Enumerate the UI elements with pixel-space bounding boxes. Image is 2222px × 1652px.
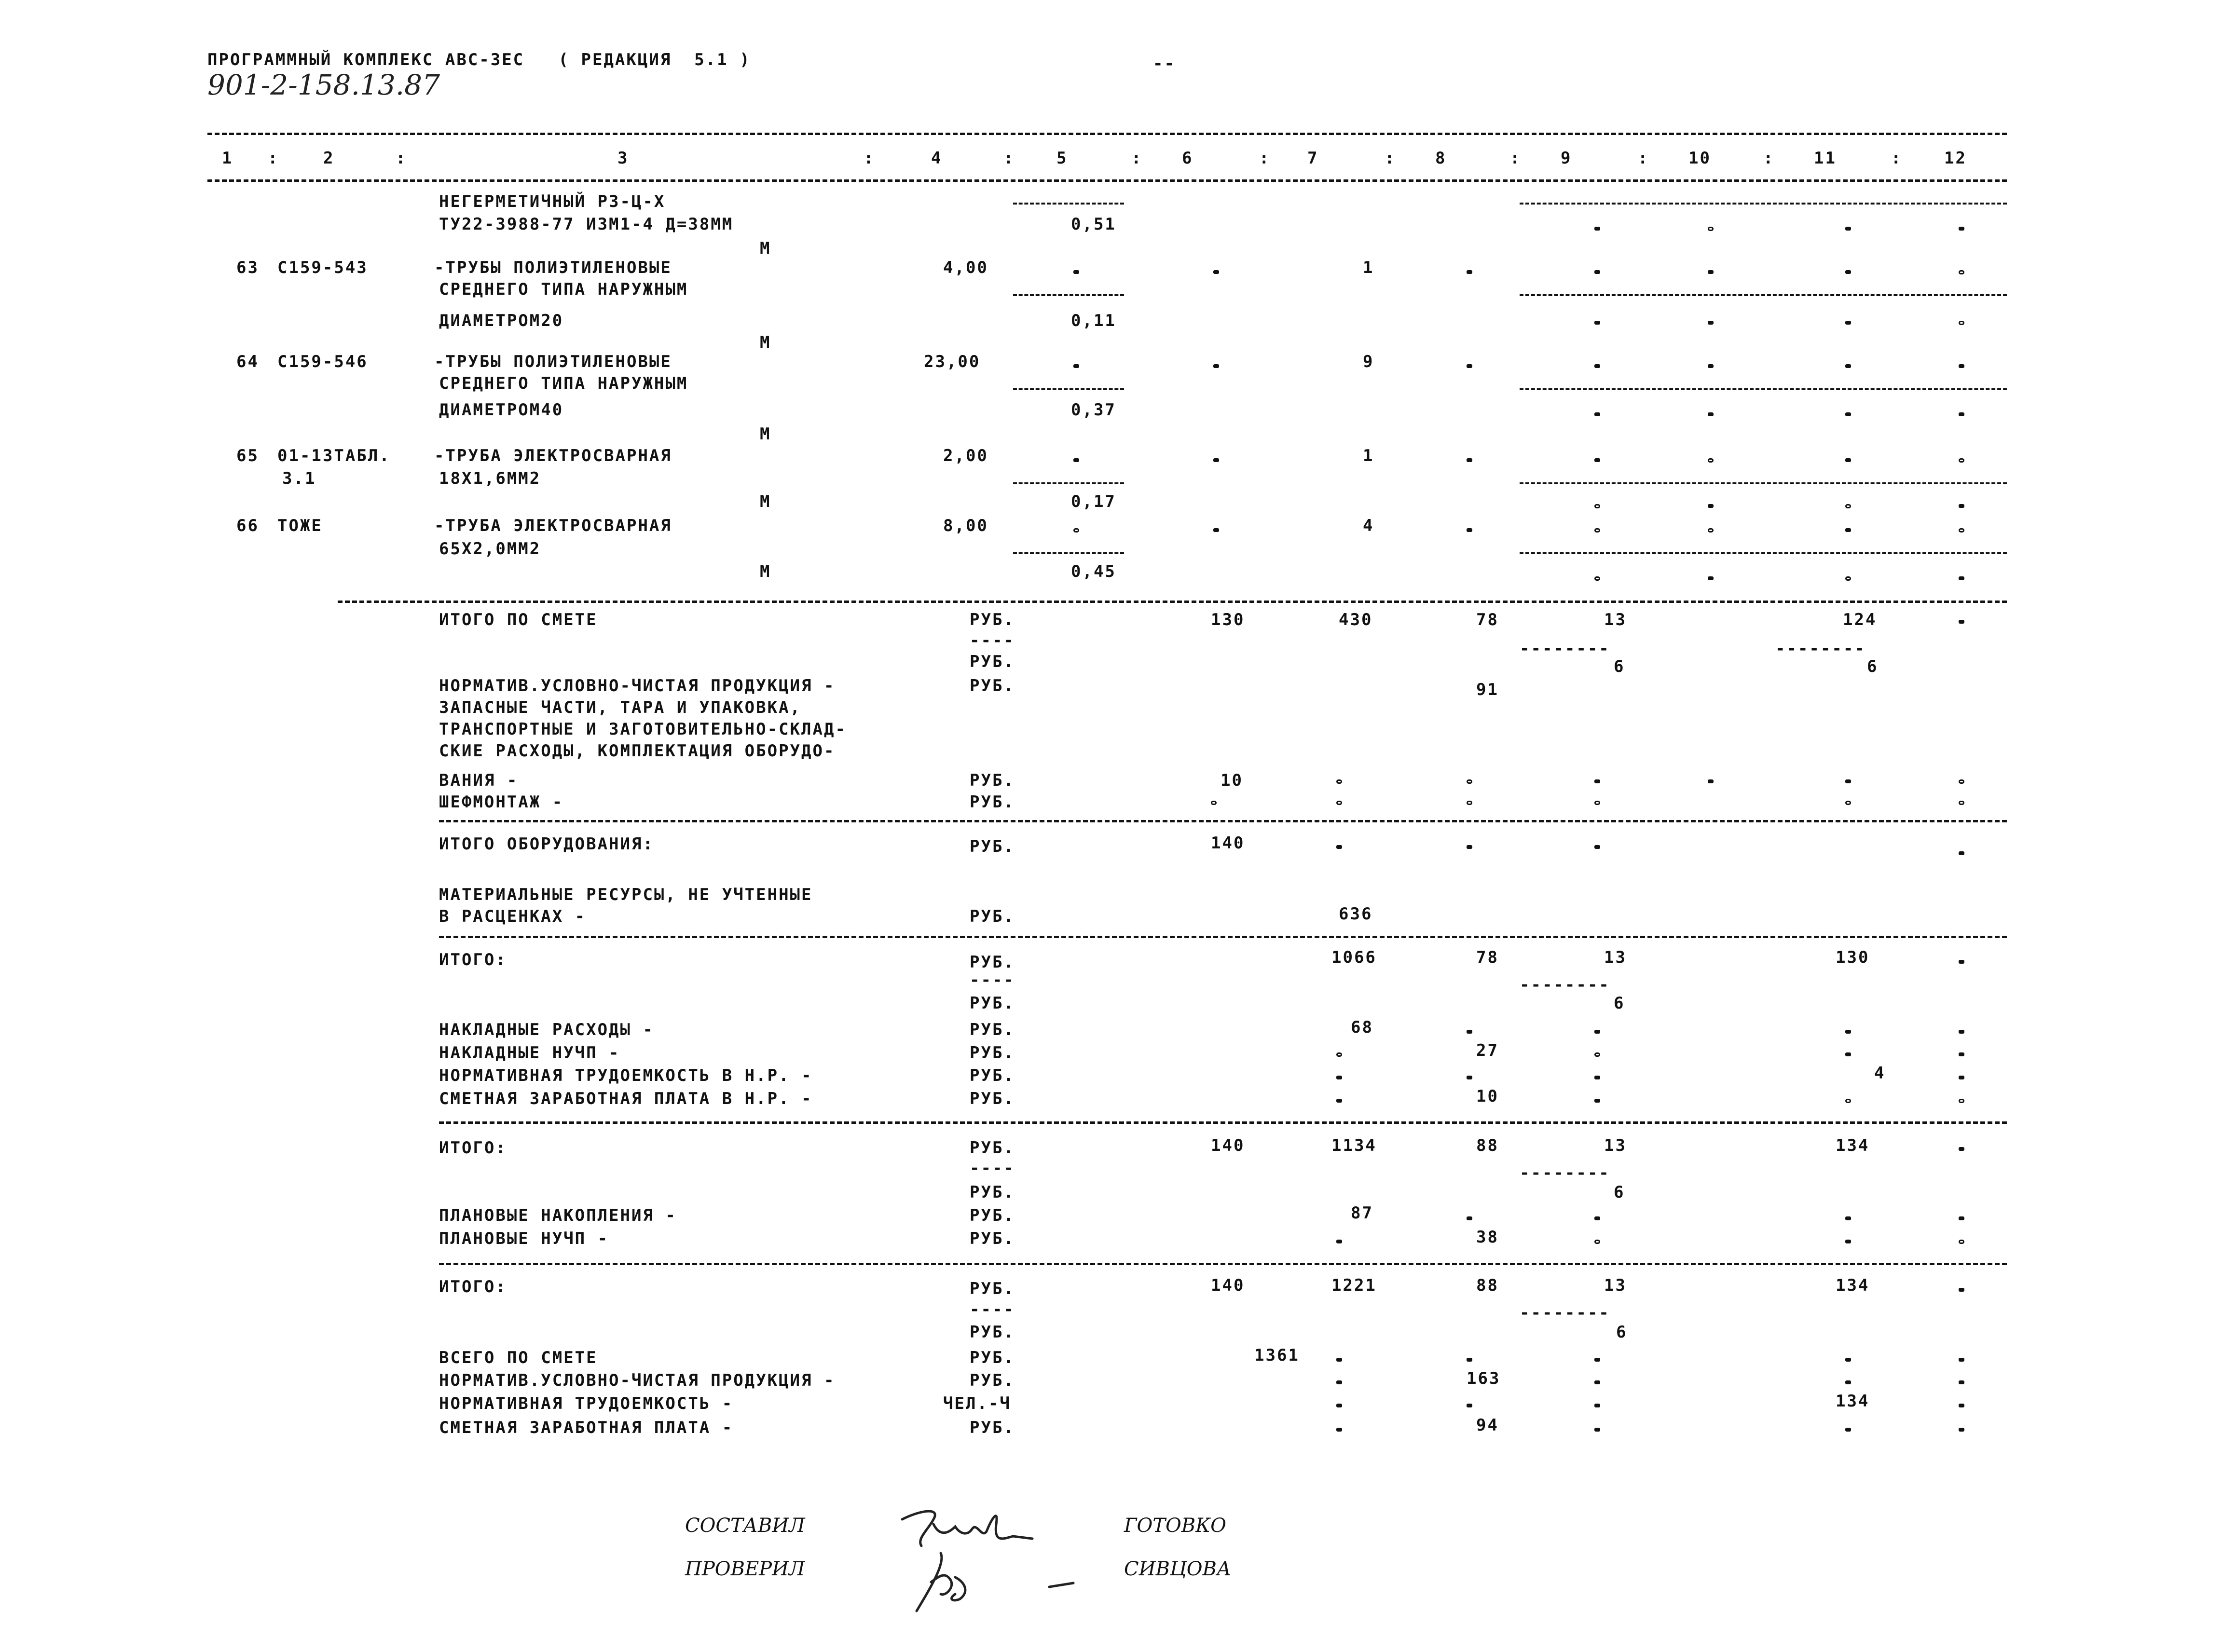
zero-mark [1594, 227, 1600, 231]
section-rule [439, 1121, 2007, 1124]
item-value: 1 [1363, 446, 1374, 465]
zero-mark [1959, 960, 1964, 964]
zero-mark [1594, 1428, 1600, 1432]
zero-mark [1594, 504, 1600, 508]
summary-label: НОРМАТИВ.УСЛОВНО-ЧИСТАЯ ПРОДУКЦИЯ - [439, 1371, 836, 1390]
summary-label: ШЕФМОНТАЖ - [439, 792, 564, 812]
summary-label: ПЛАНОВЫЕ НАКОПЛЕНИЯ - [439, 1206, 677, 1225]
summary-unit: РУБ. [970, 1279, 1015, 1298]
zero-mark [1594, 1216, 1600, 1220]
zero-mark [1845, 528, 1851, 532]
zero-mark [1708, 321, 1714, 325]
zero-mark [1594, 270, 1600, 274]
zero-mark [1211, 801, 1217, 805]
zero-mark [1594, 845, 1600, 849]
item-qty: 0,17 [1071, 492, 1116, 511]
zero-mark [1959, 1404, 1964, 1407]
summary-unit: РУБ. [970, 1043, 1015, 1063]
table-top-rule [207, 133, 2007, 135]
col-num-3: 3 [617, 149, 629, 168]
item-name: ТУ22-3988-77 ИЗМ1-4 Д=38ММ [439, 215, 734, 234]
zero-mark [1467, 845, 1472, 849]
zero-mark [1959, 1428, 1964, 1432]
zero-mark [1845, 1052, 1851, 1056]
zero-mark [1845, 1428, 1851, 1432]
summary-unit: РУБ. [970, 1089, 1015, 1108]
col-num-7: 7 [1307, 149, 1319, 168]
summary-unit: ---- [970, 631, 1015, 650]
item-name: 65Х2,0ММ2 [439, 539, 541, 559]
summary-label: НОРМАТИВ.УСЛОВНО-ЧИСТАЯ ПРОДУКЦИЯ - [439, 676, 836, 696]
summary-label: ИТОГО: [439, 1277, 507, 1297]
summary-c7: 1134 [1331, 1136, 1377, 1155]
zero-mark [1708, 779, 1714, 783]
zero-mark [1708, 227, 1714, 231]
subtotal-rule [1520, 203, 2007, 205]
summary-unit: РУБ. [970, 837, 1015, 856]
summary-c6: 130 [1211, 610, 1245, 629]
zero-mark [1708, 504, 1714, 508]
zero-mark [1959, 1099, 1964, 1103]
summary-c8: 91 [1476, 680, 1499, 699]
section-rule [439, 936, 2007, 938]
zero-mark [1845, 1216, 1851, 1220]
zero-mark [1845, 1099, 1851, 1103]
zero-mark [1959, 620, 1964, 624]
summary-c6: 10 [1221, 771, 1243, 790]
zero-mark [1594, 1052, 1600, 1057]
item-value: 9 [1363, 352, 1374, 371]
zero-mark [1959, 1076, 1964, 1079]
zero-mark [1594, 1380, 1600, 1384]
summary-label: ПЛАНОВЫЕ НУЧП - [439, 1229, 609, 1248]
zero-mark [1594, 1240, 1600, 1244]
item-name: ДИАМЕТРОМ20 [439, 311, 564, 330]
zero-mark [1959, 1240, 1964, 1244]
summary-unit: ЧЕЛ.-Ч [943, 1394, 1011, 1413]
zero-mark [1708, 458, 1714, 463]
zero-mark [1959, 1147, 1964, 1151]
summary-label: ТРАНСПОРТНЫЕ И ЗАГОТОВИТЕЛЬНО-СКЛАД- [439, 720, 847, 739]
item-name: 18Х1,6ММ2 [439, 469, 541, 488]
col-sep: : [864, 149, 875, 168]
item-code: С159-546 [277, 352, 368, 371]
summary-unit: РУБ. [970, 1138, 1015, 1158]
zero-mark [1959, 458, 1964, 463]
col-num-1: 1 [222, 149, 233, 168]
zero-mark [1594, 458, 1600, 462]
zero-mark [1336, 801, 1342, 805]
summary-label: ЗАПАСНЫЕ ЧАСТИ, ТАРА И УПАКОВКА, [439, 698, 802, 717]
summary-label: ВАНИЯ - [439, 771, 519, 790]
summary-c11: 124 [1843, 610, 1877, 629]
zero-mark [1845, 1380, 1851, 1384]
summary-c9: 13 [1604, 1136, 1627, 1155]
zero-mark [1845, 1030, 1851, 1034]
zero-mark [1594, 1030, 1600, 1034]
zero-mark [1594, 1076, 1600, 1079]
zero-mark [1467, 1404, 1472, 1407]
summary-unit: РУБ. [970, 994, 1015, 1013]
zero-mark [1708, 270, 1714, 274]
zero-mark [1467, 779, 1472, 784]
col-sep: : [1891, 149, 1903, 168]
summary-label: СМЕТНАЯ ЗАРАБОТНАЯ ПЛАТА В Н.Р. - [439, 1089, 813, 1108]
summary-c8: 78 [1476, 610, 1499, 629]
summary-c9: 6 [1616, 1323, 1628, 1342]
col-sep: : [1763, 149, 1775, 168]
summary-c6: 140 [1211, 1136, 1245, 1155]
col-sep: : [1131, 149, 1143, 168]
item-unit: М [760, 333, 771, 352]
zero-mark [1336, 1052, 1342, 1057]
summary-label: НОРМАТИВНАЯ ТРУДОЕМКОСТЬ - [439, 1394, 734, 1413]
summary-unit: ---- [970, 1159, 1015, 1178]
summary-c7: 68 [1351, 1018, 1373, 1037]
zero-mark [1959, 851, 1964, 855]
summary-unit: ---- [970, 970, 1015, 990]
zero-mark [1959, 270, 1964, 274]
summary-unit: РУБ. [970, 792, 1015, 812]
summary-c6: 1361 [1254, 1346, 1300, 1365]
zero-mark [1845, 227, 1851, 231]
summary-c11: 134 [1836, 1392, 1870, 1411]
zero-mark [1959, 504, 1964, 508]
item-number: 66 [236, 516, 259, 535]
zero-mark [1845, 779, 1851, 783]
summary-c8: 78 [1476, 948, 1499, 967]
summary-c8: 38 [1476, 1228, 1499, 1247]
section-rule [338, 601, 2007, 603]
zero-mark [1845, 576, 1851, 581]
zero-mark [1959, 412, 1964, 416]
summary-label: СКИЕ РАСХОДЫ, КОМПЛЕКТАЦИЯ ОБОРУДО- [439, 741, 836, 761]
summary-c8: 10 [1476, 1087, 1499, 1106]
summary-c11: 6 [1867, 657, 1879, 676]
item-number: 64 [236, 352, 259, 371]
summary-unit: РУБ. [970, 907, 1015, 926]
subtotal-rule [1520, 294, 2007, 296]
item-code: С159-543 [277, 258, 368, 277]
summary-unit: РУБ. [970, 1418, 1015, 1437]
col-num-2: 2 [323, 149, 335, 168]
document-number: 901-2-158.13.87 [207, 68, 440, 101]
zero-mark [1959, 227, 1964, 231]
zero-mark [1959, 321, 1964, 325]
summary-unit: РУБ. [970, 1206, 1015, 1225]
header-bottom-rule [207, 179, 2007, 182]
item-qty: 0,45 [1071, 562, 1116, 581]
section-rule [439, 1263, 2007, 1265]
col-num-5: 5 [1056, 149, 1068, 168]
summary-c11: 4 [1874, 1064, 1886, 1083]
item-code: ТОЖЕ [277, 516, 323, 535]
item-qty: 0,37 [1071, 400, 1116, 420]
subtotal-rule [1013, 552, 1124, 554]
program-line: ПРОГРАММНЫЙ КОМПЛЕКС АВС-ЗЕС ( РЕДАКЦИЯ 5.1 ) [207, 50, 751, 69]
col-sep: : [268, 149, 279, 168]
zero-mark [1467, 1358, 1472, 1362]
item-name: НЕГЕРМЕТИЧНЫЙ РЗ-Ц-Х [439, 192, 666, 211]
item-number: 63 [236, 258, 259, 277]
zero-mark [1845, 364, 1851, 368]
summary-label: ИТОГО: [439, 950, 507, 969]
item-value: 1 [1363, 258, 1374, 277]
zero-mark [1336, 779, 1342, 784]
zero-mark [1594, 576, 1600, 581]
item-qty: 0,51 [1071, 215, 1116, 234]
item-amount: 23,00 [924, 352, 981, 371]
checked-name: СИВЦОВА [1124, 1558, 1232, 1580]
header-mark: -- [1153, 54, 1176, 73]
col-sep: : [1510, 149, 1522, 168]
summary-c7: 430 [1339, 610, 1373, 629]
summary-c6: 140 [1211, 1276, 1245, 1295]
summary-label: СМЕТНАЯ ЗАРАБОТНАЯ ПЛАТА - [439, 1418, 734, 1437]
zero-mark [1594, 528, 1600, 532]
summary-label: НАКЛАДНЫЕ НУЧП - [439, 1043, 620, 1063]
zero-mark [1959, 1358, 1964, 1362]
zero-mark [1594, 1099, 1600, 1103]
zero-mark [1336, 845, 1342, 849]
zero-mark [1959, 779, 1964, 784]
summary-unit: РУБ. [970, 953, 1015, 972]
zero-mark [1959, 528, 1964, 532]
summary-unit: РУБ. [970, 1323, 1015, 1342]
zero-mark [1213, 364, 1219, 368]
zero-mark [1594, 364, 1600, 368]
summary-c9: 13 [1604, 610, 1627, 629]
zero-mark [1336, 1404, 1342, 1407]
item-unit: М [760, 239, 771, 258]
item-name: -ТРУБА ЭЛЕКТРОСВАРНАЯ [434, 516, 672, 535]
summary-label: В РАСЦЕНКАХ - [439, 907, 587, 926]
summary-c8: 88 [1476, 1276, 1499, 1295]
col-num-9: 9 [1561, 149, 1572, 168]
summary-unit: РУБ. [970, 676, 1015, 696]
zero-mark [1336, 1428, 1342, 1432]
summary-c8: 163 [1467, 1369, 1501, 1388]
zero-mark [1594, 1358, 1600, 1362]
section-rule [439, 820, 2007, 822]
zero-mark [1467, 270, 1472, 274]
zero-mark [1959, 1380, 1964, 1384]
zero-mark [1708, 364, 1714, 368]
summary-c9: 13 [1604, 948, 1627, 967]
summary-c7: 636 [1339, 904, 1373, 924]
item-name: СРЕДНЕГО ТИПА НАРУЖНЫМ [439, 280, 688, 299]
col-num-8: 8 [1435, 149, 1447, 168]
zero-mark [1073, 270, 1079, 274]
summary-c7: 87 [1351, 1203, 1373, 1223]
summary-c11: 134 [1836, 1136, 1870, 1155]
zero-mark [1336, 1240, 1342, 1243]
zero-mark [1708, 412, 1714, 416]
summary-unit: РУБ. [970, 652, 1015, 671]
zero-mark [1467, 458, 1472, 462]
item-amount: 4,00 [943, 258, 988, 277]
zero-mark [1336, 1358, 1342, 1362]
zero-mark [1845, 412, 1851, 416]
item-number: 65 [236, 446, 259, 465]
summary-c9: -------- [1520, 1163, 1610, 1183]
zero-mark [1467, 364, 1472, 368]
zero-mark [1959, 1030, 1964, 1034]
summary-unit: РУБ. [970, 1020, 1015, 1039]
subtotal-rule [1013, 294, 1124, 296]
summary-c11: 130 [1836, 948, 1870, 967]
item-amount: 2,00 [943, 446, 988, 465]
zero-mark [1594, 321, 1600, 325]
item-code-cont: 3.1 [282, 469, 316, 488]
summary-unit: РУБ. [970, 1183, 1015, 1202]
zero-mark [1467, 528, 1472, 532]
item-name: -ТРУБЫ ПОЛИЭТИЛЕНОВЫЕ [434, 352, 672, 371]
subtotal-rule [1520, 388, 2007, 390]
item-unit: М [760, 562, 771, 581]
zero-mark [1467, 1030, 1472, 1034]
subtotal-rule [1013, 203, 1124, 205]
zero-mark [1845, 1358, 1851, 1362]
zero-mark [1845, 270, 1851, 274]
item-name: ДИАМЕТРОМ40 [439, 400, 564, 420]
item-name: СРЕДНЕГО ТИПА НАРУЖНЫМ [439, 374, 688, 393]
col-num-6: 6 [1182, 149, 1193, 168]
summary-c8: 27 [1476, 1041, 1499, 1060]
col-sep: : [1638, 149, 1649, 168]
item-unit: М [760, 424, 771, 444]
summary-c9: 6 [1614, 994, 1625, 1013]
handwritten-signatures [888, 1490, 1100, 1616]
zero-mark [1959, 1216, 1964, 1220]
compiled-label: СОСТАВИЛ [685, 1515, 805, 1537]
summary-label: ИТОГО ОБОРУДОВАНИЯ: [439, 834, 654, 854]
zero-mark [1336, 1380, 1342, 1384]
summary-c11: -------- [1775, 639, 1866, 658]
zero-mark [1467, 1076, 1472, 1079]
zero-mark [1213, 270, 1219, 274]
zero-mark [1708, 576, 1714, 580]
zero-mark [1959, 576, 1964, 580]
col-sep: : [1259, 149, 1271, 168]
summary-label: ИТОГО: [439, 1138, 507, 1158]
zero-mark [1213, 528, 1219, 532]
summary-c9: 6 [1614, 1183, 1625, 1202]
zero-mark [1073, 364, 1079, 368]
summary-label: НОРМАТИВНАЯ ТРУДОЕМКОСТЬ В Н.Р. - [439, 1066, 813, 1085]
summary-c11: 134 [1836, 1276, 1870, 1295]
zero-mark [1073, 528, 1079, 532]
zero-mark [1845, 321, 1851, 325]
summary-label: ИТОГО ПО СМЕТЕ [439, 610, 598, 629]
summary-label: МАТЕРИАЛЬНЫЕ РЕСУРСЫ, НЕ УЧТЕННЫЕ [439, 885, 813, 904]
subtotal-rule [1520, 482, 2007, 484]
summary-unit: РУБ. [970, 771, 1015, 790]
subtotal-rule [1013, 482, 1124, 484]
zero-mark [1708, 528, 1714, 532]
zero-mark [1959, 1288, 1964, 1292]
summary-label: НАКЛАДНЫЕ РАСХОДЫ - [439, 1020, 654, 1039]
summary-c9: 6 [1614, 657, 1625, 676]
summary-unit: РУБ. [970, 1066, 1015, 1085]
summary-unit: РУБ. [970, 1371, 1015, 1390]
summary-unit: ---- [970, 1300, 1015, 1319]
summary-c7: 1066 [1331, 948, 1377, 967]
col-sep: : [1385, 149, 1396, 168]
subtotal-rule [1013, 388, 1124, 390]
checked-label: ПРОВЕРИЛ [685, 1558, 805, 1580]
summary-c9: -------- [1520, 1303, 1610, 1323]
summary-c6: 140 [1211, 833, 1245, 853]
summary-c9: -------- [1520, 639, 1610, 658]
item-qty: 0,11 [1071, 311, 1116, 330]
col-num-12: 12 [1944, 149, 1967, 168]
summary-c9: 13 [1604, 1276, 1627, 1295]
zero-mark [1845, 801, 1851, 805]
zero-mark [1959, 364, 1964, 368]
zero-mark [1213, 458, 1219, 462]
item-value: 4 [1363, 516, 1374, 535]
zero-mark [1336, 1076, 1342, 1079]
col-num-4: 4 [931, 149, 943, 168]
col-sep: : [1003, 149, 1015, 168]
zero-mark [1959, 801, 1964, 805]
summary-unit: РУБ. [970, 1348, 1015, 1367]
col-num-10: 10 [1688, 149, 1711, 168]
zero-mark [1594, 1404, 1600, 1407]
zero-mark [1845, 1240, 1851, 1243]
summary-c9: -------- [1520, 975, 1610, 995]
zero-mark [1594, 801, 1600, 805]
zero-mark [1594, 412, 1600, 416]
summary-unit: РУБ. [970, 610, 1015, 629]
zero-mark [1336, 1099, 1342, 1103]
zero-mark [1073, 458, 1079, 462]
item-name: -ТРУБЫ ПОЛИЭТИЛЕНОВЫЕ [434, 258, 672, 277]
summary-c8: 94 [1476, 1416, 1499, 1435]
zero-mark [1959, 1052, 1964, 1056]
item-name: -ТРУБА ЭЛЕКТРОСВАРНАЯ [434, 446, 672, 465]
col-num-11: 11 [1814, 149, 1837, 168]
zero-mark [1467, 1216, 1472, 1220]
compiled-name: ГОТОВКО [1124, 1515, 1226, 1537]
zero-mark [1845, 458, 1851, 462]
summary-c8: 88 [1476, 1136, 1499, 1155]
summary-unit: РУБ. [970, 1229, 1015, 1248]
summary-c7: 1221 [1331, 1276, 1377, 1295]
zero-mark [1594, 779, 1600, 783]
zero-mark [1845, 504, 1851, 508]
item-code: 01-13ТАБЛ. [277, 446, 391, 465]
summary-label: ВСЕГО ПО СМЕТЕ [439, 1348, 598, 1367]
subtotal-rule [1520, 552, 2007, 554]
col-sep: : [396, 149, 407, 168]
item-unit: М [760, 492, 771, 511]
zero-mark [1467, 801, 1472, 805]
item-amount: 8,00 [943, 516, 988, 535]
